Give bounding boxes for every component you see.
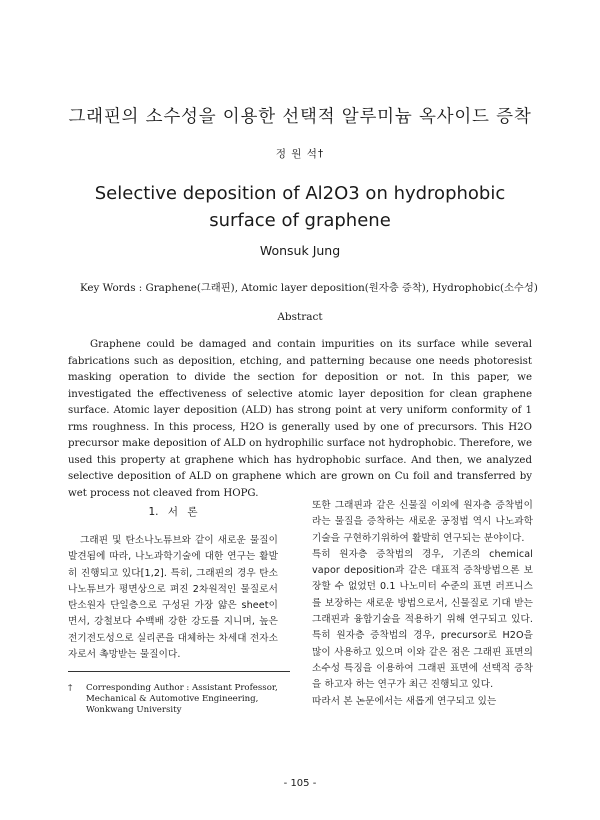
page-number: - 105 - (283, 778, 317, 789)
right-paragraph-1: 또한 그래핀과 같은 신물질 이외에 원자층 증착법이라는 물질을 증착하는 새로운 공정법 역시 나노과학기술을 구현하기위하여 활발히 연구되는 분야이다. (312, 500, 533, 544)
right-paragraph-2: 특히 원자층 증착법의 경우, 기존의 chemical vapor deposition과 같은 대표적 증착방법으론 보장할 수 없었던 0.1 나노미터 수준의 표면 러프니스를 보장하는 새로운 방법으로서, 신물질로 기대 받는 그래핀과 융합기술을 적용하기 위해 연구되고 있다. 특히 원자층 증착법의 경우, precursor로 H2O을 많이 사용하고 있으며 이와 같은 점은 그래핀 표면의 소수성 특징을 이용하여 그래핀 표면에 선택적 증착을 하고자 하는 연구가 최근 진행되고 있다. (312, 548, 533, 691)
footnote-text: Corresponding Author : Assistant Professor, Mechanical & Automotive Engineering, Wonkwang University (86, 683, 278, 715)
right-column (312, 498, 533, 710)
abstract-paragraph: Graphene could be damaged and contain impurities on its surface while several fabrications such as deposition, etching, and patterning because one needs photoresist masking operation to divide the section for deposition or not. In this paper, we investigated the effectiveness of selective atomic layer deposition for clean graphene surface. Atomic layer deposition (ALD) has strong point at very uniform conformity of 1 rms roughness. In this process, H2O is generally used by one of precursors. This H2O precursor make deposition of ALD on hydrophilic surface not hydrophobic. Therefore, we used this property at graphene which has hydrophobic surface. And then, we analyzed selective deposition of ALD on graphene which are grown on Cu foil and transferred by wet process not cleaved from HOPG. (68, 339, 532, 499)
left-column (68, 533, 278, 663)
section-heading-introduction: 1. 서 론 (148, 506, 198, 518)
paper-title-korean: 그래핀의 소수성을 이용한 선택적 알루미늄 옥사이드 증착 (68, 107, 532, 127)
abstract-body (68, 337, 532, 502)
abstract-heading: Abstract (277, 311, 323, 323)
footnote (68, 683, 290, 716)
paper-title-english: Selective deposition of Al2O3 on hydrophobic surface of graphene (94, 183, 506, 231)
keywords-line: Key Words : Graphene(그래핀), Atomic layer deposition(원자층 증착), Hydrophobic(소수성) (80, 282, 538, 294)
right-paragraph-3: 따라서 본 논문에서는 새롭게 연구되고 있는 (312, 695, 497, 707)
footnote-divider (68, 671, 290, 672)
author-name-korean: 정 원 석† (275, 148, 325, 160)
author-name-english: Wonsuk Jung (259, 243, 341, 258)
footnote-mark: † (68, 683, 73, 693)
intro-paragraph: 그래핀 및 탄소나노튜브와 같이 새로운 물질이 발견됨에 따라, 나노과학기술에 대한 연구는 활발히 진행되고 있다[1,2]. 특히, 그래핀의 경우 탄소나노튜브가 평면상으로 펴진 2차원적인 물질로서 탄소원자 단일층으로 구성된 가장 얇은 sheet이면서, 강철보다 수백배 강한 강도를 지니며, 높은 전기전도성으로 실리콘을 대체하는 차세대 전자소자로서 촉망받는 물질이다. (68, 535, 278, 661)
